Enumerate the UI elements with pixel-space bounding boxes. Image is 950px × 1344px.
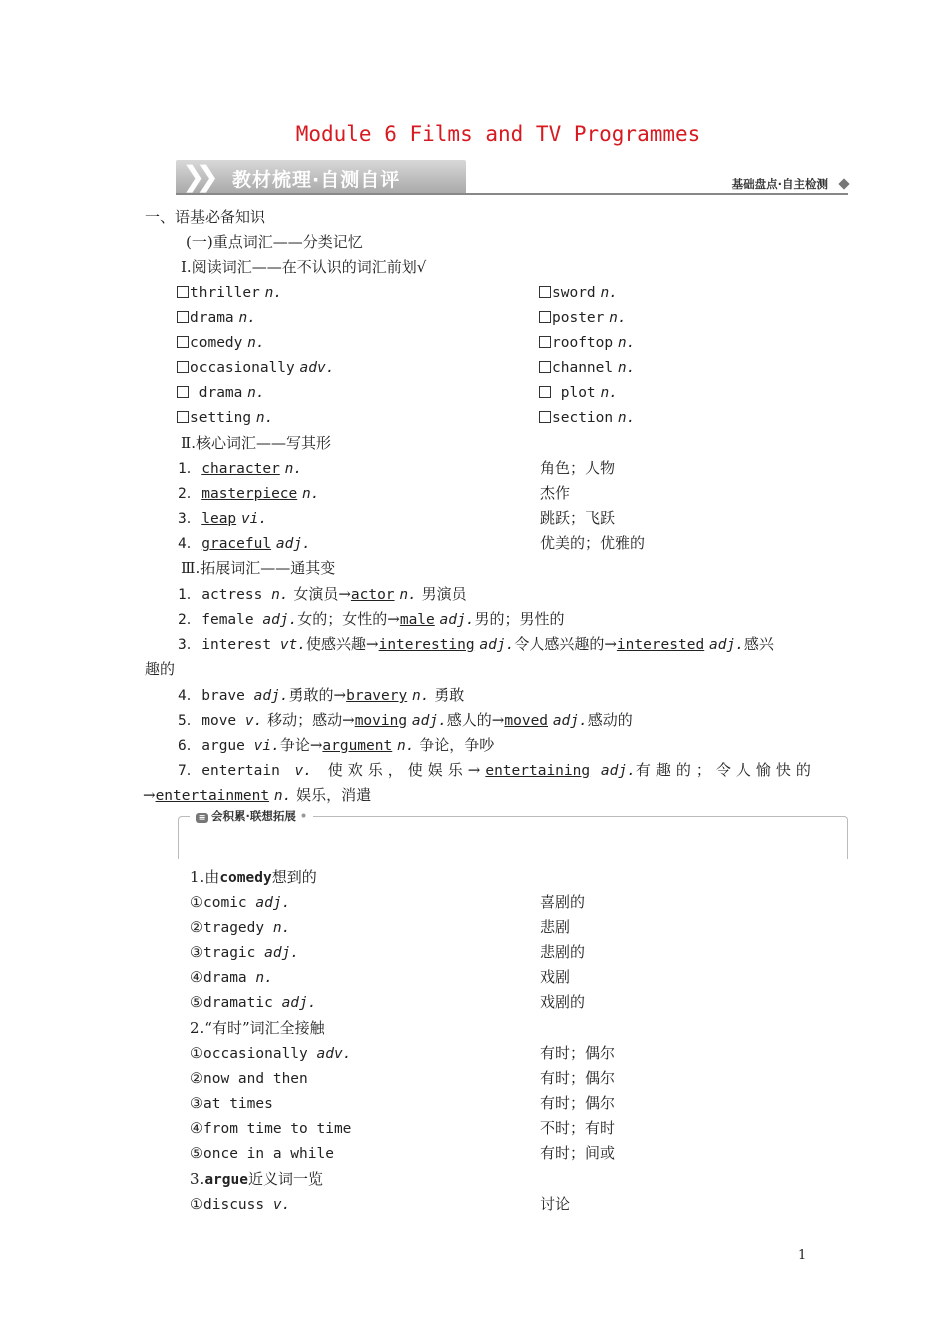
- vocab-item: [177, 281, 282, 304]
- vocab-word: sword: [552, 285, 596, 301]
- tip-box-heading: ≡ 会积累·联想拓展 •: [190, 808, 313, 824]
- vocab-word: ⑤dramatic: [190, 995, 282, 1011]
- part-of-speech: n.: [247, 385, 265, 401]
- vocab-meaning: 有时；偶尔: [540, 1044, 616, 1062]
- vocab-word: ③tragic: [190, 945, 265, 961]
- section-banner: [176, 160, 848, 196]
- group-heading: 1.由comedy想到的: [190, 868, 317, 886]
- vocab-word: drama: [190, 310, 234, 326]
- vocab-item: [177, 381, 265, 404]
- vocab-word: ③at times: [190, 1096, 273, 1112]
- vocab-meaning: 戏剧的: [540, 993, 586, 1011]
- vocab-word: channel: [552, 360, 614, 376]
- part2-heading: Ⅱ.核心词汇——写其形: [181, 434, 331, 452]
- banner-title: 教材梳理·自测自评: [232, 169, 401, 191]
- page-number: 1: [798, 1248, 807, 1263]
- vocab-item: [177, 306, 256, 329]
- vocab-meaning: 有时；偶尔: [540, 1069, 616, 1087]
- part-of-speech: n.: [617, 360, 636, 376]
- part3-heading: Ⅲ.拓展词汇——通其变: [181, 559, 336, 577]
- vocab-meaning: 讨论: [540, 1195, 571, 1213]
- checkbox-icon[interactable]: [177, 311, 189, 323]
- group-heading: 2.“有时”词汇全接触: [190, 1019, 325, 1037]
- vocab-word: graceful: [201, 536, 272, 552]
- vocab-meaning: 有时；偶尔: [540, 1094, 616, 1112]
- checkbox-icon[interactable]: [539, 386, 551, 398]
- vocab-item: [190, 966, 273, 989]
- item-number: 4．: [178, 536, 202, 552]
- vocab-item: [539, 381, 618, 404]
- vocab-item: [190, 1092, 273, 1115]
- vocab-word: ①occasionally: [190, 1046, 317, 1062]
- list-item: 2．female adj.女的；女性的→male adj.男的；男性的: [178, 610, 565, 628]
- vocab-word: ②tragedy: [190, 920, 273, 936]
- part-of-speech: adv.: [316, 1046, 352, 1062]
- vocab-item: [539, 306, 627, 329]
- part-of-speech: adj.: [255, 895, 291, 911]
- vocab-item: [177, 331, 265, 354]
- group-heading: 3.argue近义词一览: [190, 1170, 323, 1188]
- vocab-item: [178, 457, 302, 480]
- checkbox-icon[interactable]: [539, 361, 551, 373]
- vocab-word: ④drama: [190, 970, 256, 986]
- vocab-meaning: 跳跃；飞跃: [540, 509, 616, 527]
- part-of-speech: n.: [255, 970, 273, 986]
- vocab-item: [178, 532, 311, 555]
- vocab-item: [190, 916, 290, 939]
- vocab-meaning: 悲剧的: [540, 943, 586, 961]
- section-heading: 一、语基必备知识: [145, 208, 266, 226]
- chevron-icon: ❯❯: [182, 160, 209, 193]
- vocab-item: [539, 331, 635, 354]
- list-item: 7．entertain v. 使欢乐，使娱乐→entertaining adj.有趣的；令人愉快的: [178, 761, 816, 779]
- vocab-item: [190, 1117, 351, 1140]
- part-of-speech: vi.: [240, 511, 268, 527]
- vocab-word: character: [201, 461, 280, 477]
- vocab-meaning: 戏剧: [540, 968, 571, 986]
- diamond-icon: [838, 178, 849, 189]
- list-icon: ≡: [196, 813, 208, 823]
- part-of-speech: n.: [255, 410, 274, 426]
- part-of-speech: adj.: [281, 995, 317, 1011]
- vocab-meaning: 优美的；优雅的: [540, 534, 646, 552]
- part-of-speech: n.: [609, 310, 627, 326]
- vocab-item: [178, 482, 320, 505]
- vocab-meaning: 有时；间或: [540, 1144, 616, 1162]
- vocab-word: ②now and then: [190, 1071, 308, 1087]
- vocab-word: comedy: [190, 335, 243, 351]
- vocab-word: ⑤once in a while: [190, 1146, 334, 1162]
- list-item: 3．interest vt.使感兴趣→interesting adj.令人感兴趣的→interested adj.感兴: [178, 635, 774, 653]
- list-item: 6．argue vi.争论→argument n. 争论，争吵: [178, 736, 495, 754]
- vocab-item: [190, 1067, 308, 1090]
- vocab-word: plot: [552, 385, 596, 401]
- vocab-word: poster: [552, 310, 605, 326]
- vocab-item: [190, 1193, 290, 1216]
- vocab-item: [539, 356, 635, 379]
- part-of-speech: n.: [284, 461, 303, 477]
- vocab-item: [190, 891, 290, 914]
- part-of-speech: n.: [617, 410, 636, 426]
- vocab-word: section: [552, 410, 614, 426]
- part-of-speech: n.: [238, 310, 256, 326]
- list-item-cont: 趣的: [145, 660, 176, 678]
- item-number: 1．: [178, 461, 202, 477]
- vocab-word: ④from time to time: [190, 1121, 352, 1137]
- part-of-speech: n.: [272, 920, 291, 936]
- vocab-word: drama: [190, 385, 243, 401]
- part-of-speech: adv.: [299, 360, 335, 376]
- vocab-item: [178, 507, 267, 530]
- vocab-word: rooftop: [552, 335, 614, 351]
- vocab-word: leap: [201, 511, 237, 527]
- vocab-item: [190, 991, 317, 1014]
- list-item: 4．brave adj.勇敢的→bravery n. 勇敢: [178, 686, 465, 704]
- vocab-item: [190, 941, 299, 964]
- list-item-cont: →entertainment n. 娱乐，消遣: [143, 786, 372, 804]
- checkbox-icon[interactable]: [539, 286, 551, 298]
- checkbox-icon[interactable]: [177, 336, 189, 348]
- part-of-speech: n.: [247, 335, 265, 351]
- vocab-meaning: 不时；有时: [540, 1119, 616, 1137]
- checkbox-icon[interactable]: [177, 361, 189, 373]
- banner-rule: [176, 193, 848, 195]
- part-of-speech: n.: [264, 285, 283, 301]
- part-of-speech: adj.: [264, 945, 300, 961]
- part-of-speech: v.: [272, 1197, 291, 1213]
- list-item: 1．actress n. 女演员→actor n. 男演员: [178, 585, 467, 603]
- vocab-item: [190, 1042, 351, 1065]
- vocab-item: [539, 281, 618, 304]
- vocab-word: masterpiece: [201, 486, 298, 502]
- vocab-meaning: 喜剧的: [540, 893, 586, 911]
- vocab-item: [539, 406, 635, 429]
- checkbox-icon[interactable]: [177, 286, 189, 298]
- vocab-meaning: 悲剧: [540, 918, 571, 936]
- part-of-speech: adj.: [275, 536, 311, 552]
- checkbox-icon[interactable]: [177, 386, 189, 398]
- part-of-speech: n.: [600, 385, 618, 401]
- vocab-word: ①discuss: [190, 1197, 273, 1213]
- vocab-word: occasionally: [190, 360, 295, 376]
- part1-heading: Ⅰ.阅读词汇——在不认识的词汇前划√: [181, 258, 427, 276]
- checkbox-icon[interactable]: [539, 411, 551, 423]
- page-title: Module 6 Films and TV Programmes: [295, 122, 701, 146]
- checkbox-icon[interactable]: [177, 411, 189, 423]
- sub-heading: (一)重点词汇——分类记忆: [186, 233, 363, 251]
- part-of-speech: n.: [302, 486, 320, 502]
- vocab-word: ①comic: [190, 895, 256, 911]
- item-number: 2．: [178, 486, 202, 502]
- vocab-item: [177, 406, 273, 429]
- list-item: 5．move v. 移动；感动→moving adj.感人的→moved adj.感动的: [178, 711, 633, 729]
- checkbox-icon[interactable]: [539, 311, 551, 323]
- banner-subtitle: 基础盘点·自主检测: [731, 177, 828, 191]
- item-number: 3．: [178, 511, 202, 527]
- vocab-item: [190, 1142, 334, 1165]
- vocab-word: thriller: [190, 285, 260, 301]
- part-of-speech: n.: [600, 285, 618, 301]
- vocab-word: setting: [190, 410, 252, 426]
- vocab-meaning: 杰作: [540, 484, 571, 502]
- part-of-speech: n.: [617, 335, 636, 351]
- vocab-meaning: 角色；人物: [540, 459, 616, 477]
- vocab-item: [177, 356, 334, 379]
- checkbox-icon[interactable]: [539, 336, 551, 348]
